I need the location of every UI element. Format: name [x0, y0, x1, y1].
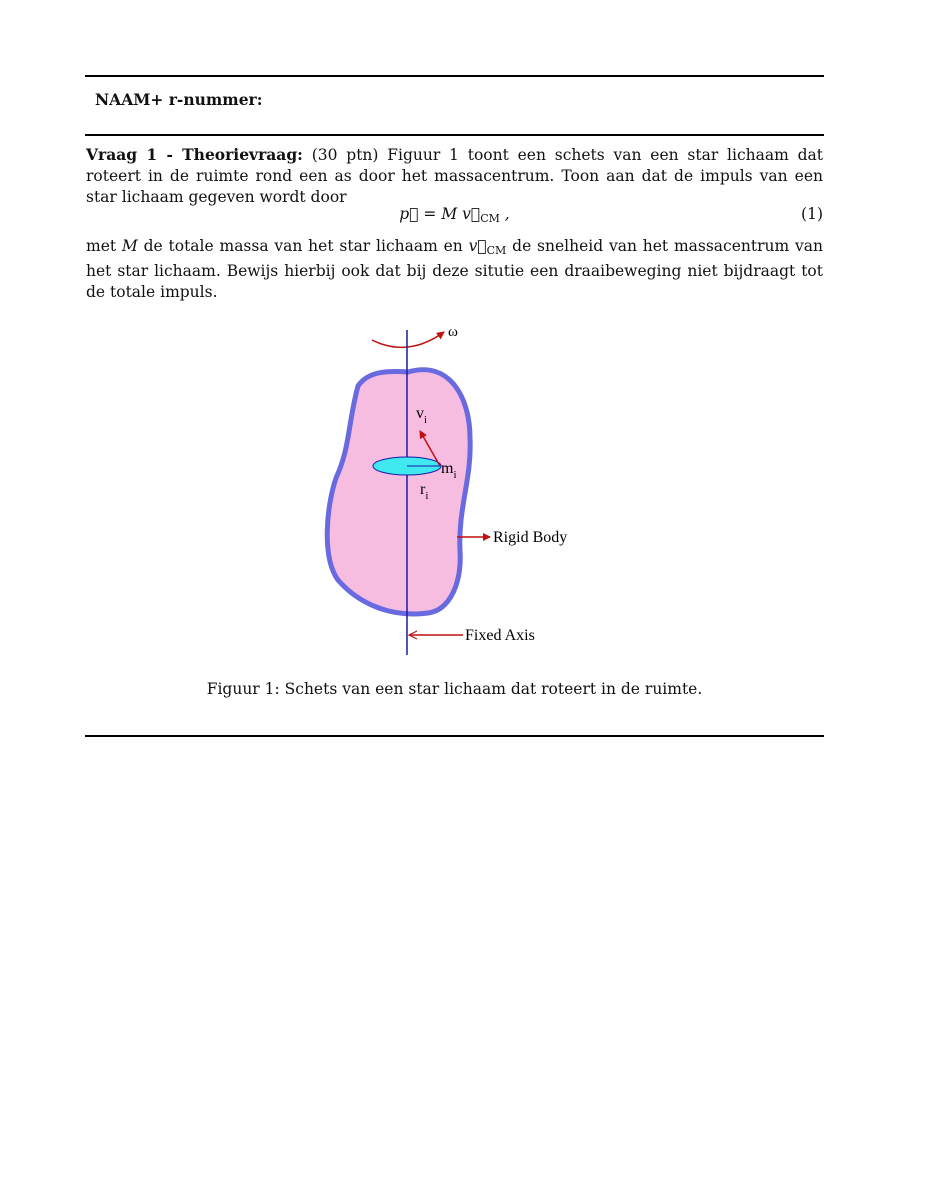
equation-row [86, 205, 823, 227]
omega-label: ω [448, 324, 458, 340]
equation-suffix: , [499, 205, 510, 223]
cont-text-2: de totale massa van het star lichaam en [137, 237, 469, 255]
bottom-rule [85, 735, 824, 737]
rigid-body-shape [327, 370, 470, 614]
mass-symbol: M [121, 237, 138, 255]
cont-text-3: de snelheid van het massacentrum van het star lichaam. Bewijs hierbij ook dat bij deze situtie een draaibeweging niet bijdraagt tot de totale impuls. [86, 237, 823, 301]
question-text [86, 144, 823, 208]
top-rule [85, 75, 824, 77]
velocity-subscript: CM [486, 244, 507, 257]
equation [86, 205, 823, 225]
equation-number: (1) [801, 205, 823, 223]
velocity-label: $v_i$ [416, 405, 428, 426]
rotation-arrow [372, 332, 444, 347]
rigid-body-label: Rigid Body [493, 529, 568, 546]
equation-subscript: CM [480, 212, 500, 225]
mass-label: $m_i$ [441, 460, 457, 481]
section-rule [85, 134, 824, 136]
velocity-symbol: v⃗ [468, 237, 487, 255]
radius-label: $r_i$ [420, 481, 429, 502]
question-continuation [86, 236, 823, 303]
fixed-axis-label: Fixed Axis [465, 627, 535, 644]
equation-main: p⃗ = M v⃗ [399, 205, 481, 223]
name-field-label: NAAM+ r-nummer: [95, 90, 263, 109]
cont-text-1: met [86, 237, 122, 255]
rigid-body-figure [320, 318, 610, 663]
question-body: (30 ptn) Figuur 1 toont een schets van een star lichaam dat roteert in de ruimte rond een as door het massacentrum. Toon aan dat de impuls van een star lichaam gegeven wordt door [86, 146, 824, 206]
question-title: Vraag 1 - Theorievraag: [86, 145, 303, 164]
figure-caption: Figuur 1: Schets van een star lichaam dat roteert in de ruimte. [206, 680, 703, 698]
